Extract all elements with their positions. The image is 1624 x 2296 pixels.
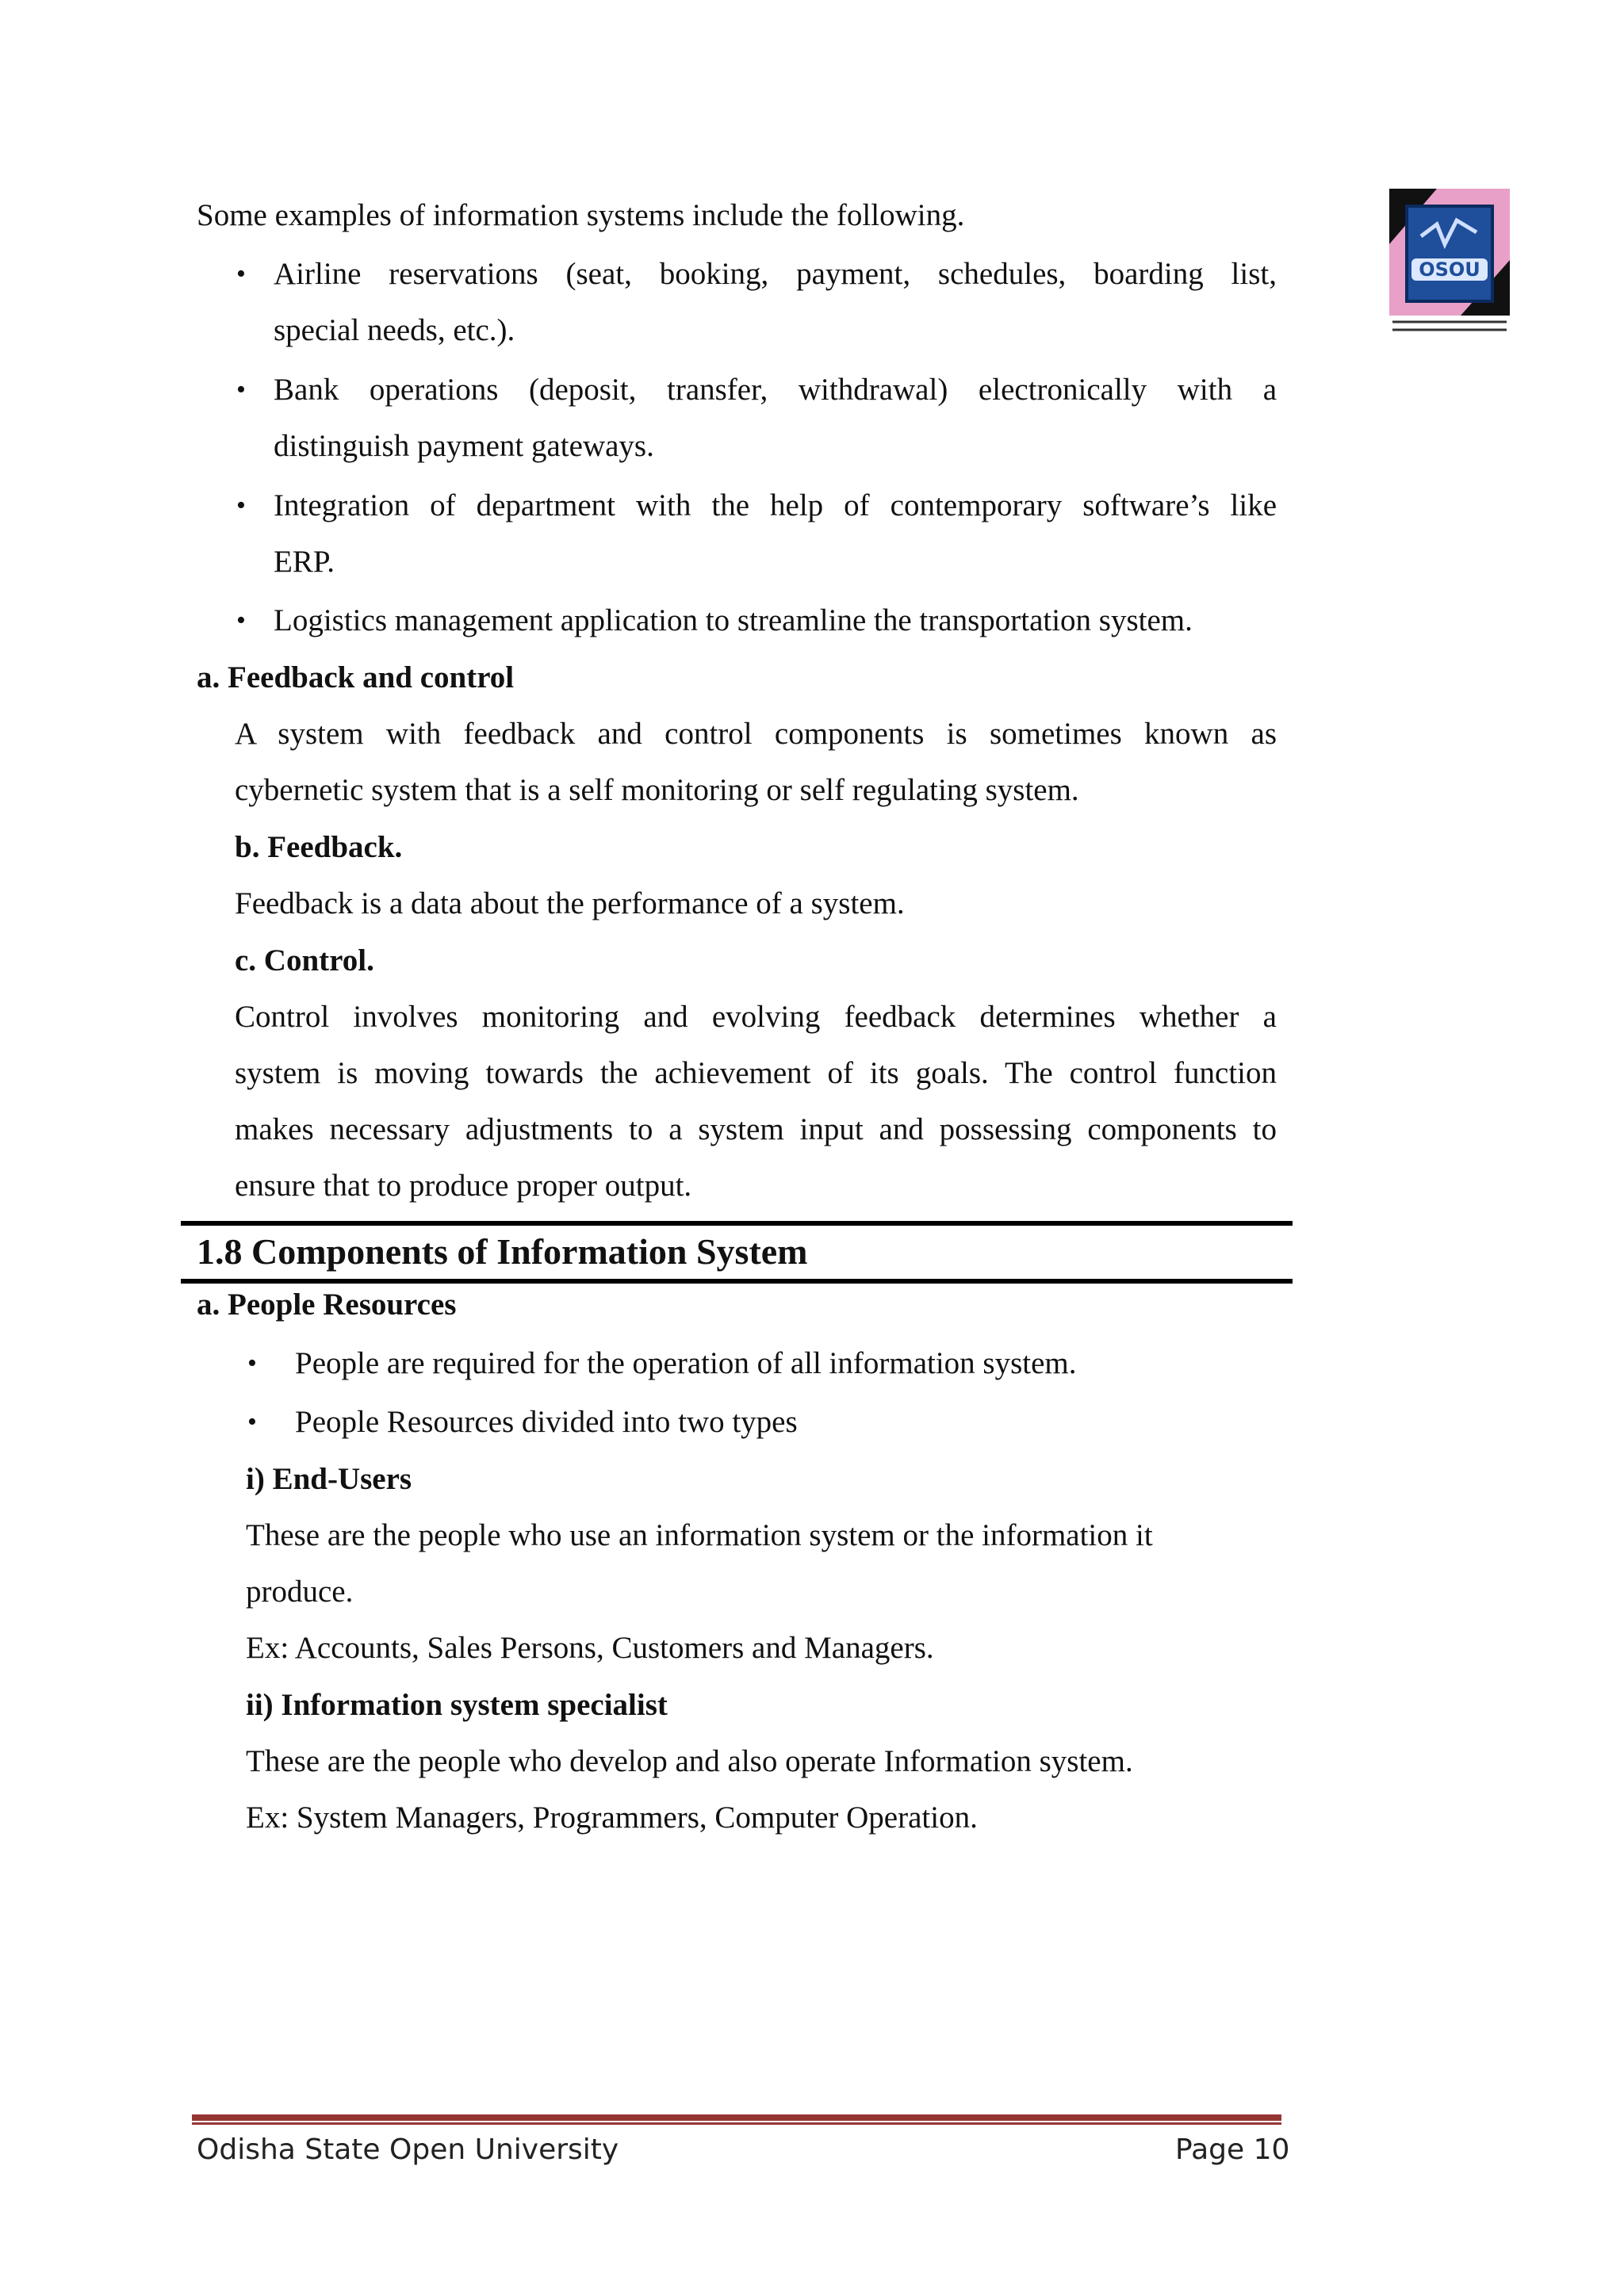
example-1-line1: Airline reservations (seat, booking, payment, schedules, boarding list,: [274, 257, 1277, 291]
control-line-3: makes necessary adjustments to a system input and possessing components to: [235, 1112, 1277, 1146]
footer-page-number: Page 10: [1175, 2133, 1290, 2166]
bullet-icon: •: [236, 375, 246, 404]
example-3-line2: ERP.: [274, 545, 335, 579]
bullet-icon: •: [236, 491, 246, 520]
bullet-icon: •: [236, 259, 246, 289]
feedback-text: Feedback is a data about the performance of a system.: [235, 886, 905, 920]
specialist-text: These are the people who develop and also operate Information system.: [246, 1744, 1133, 1778]
feedback-control-heading: a. Feedback and control: [197, 660, 515, 695]
section-rule-bottom: [181, 1279, 1293, 1284]
people-bullet-2: People Resources divided into two types: [295, 1405, 798, 1439]
specialist-example: Ex: System Managers, Programmers, Computer Operation.: [246, 1800, 978, 1835]
bullet-icon: •: [247, 1349, 257, 1378]
control-line-4: ensure that to produce proper output.: [235, 1169, 692, 1203]
bullet-icon: •: [247, 1407, 257, 1437]
example-2-line1: Bank operations (deposit, transfer, withdrawal) electronically with a: [274, 373, 1277, 407]
footer-rule-thick: [192, 2114, 1281, 2121]
end-users-line2: produce.: [246, 1575, 354, 1609]
footer-rule-thin: [192, 2122, 1281, 2125]
people-resources-heading: a. People Resources: [197, 1288, 457, 1322]
osou-logo: [1389, 189, 1510, 338]
feedback-control-para-line1: A system with feedback and control components is sometimes known as: [235, 717, 1277, 751]
people-bullet-1: People are required for the operation of all information system.: [295, 1346, 1077, 1380]
end-users-example: Ex: Accounts, Sales Persons, Customers and Managers.: [246, 1631, 934, 1665]
example-4-line1: Logistics management application to streamline the transportation system.: [274, 603, 1193, 637]
footer-university: Odisha State Open University: [197, 2133, 619, 2166]
end-users-line1: These are the people who use an information system or the information it: [246, 1518, 1153, 1552]
bullet-icon: •: [236, 606, 246, 635]
example-3-line1: Integration of department with the help of contemporary software’s like: [274, 488, 1277, 522]
example-2-line2: distinguish payment gateways.: [274, 429, 654, 463]
specialist-heading: ii) Information system specialist: [246, 1688, 668, 1722]
intro-text: Some examples of information systems include the following.: [197, 198, 965, 232]
control-line-2: system is moving towards the achievement of its goals. The control function: [235, 1056, 1277, 1090]
end-users-heading: i) End-Users: [246, 1462, 412, 1496]
section-rule-top: [181, 1221, 1293, 1226]
control-line-1: Control involves monitoring and evolving feedback determines whether a: [235, 1000, 1277, 1034]
feedback-control-para-line2: cybernetic system that is a self monitoring or self regulating system.: [235, 773, 1079, 807]
section-title: 1.8 Components of Information System: [197, 1231, 808, 1272]
control-heading: c. Control.: [235, 943, 374, 978]
feedback-heading: b. Feedback.: [235, 830, 403, 864]
example-1-line2: special needs, etc.).: [274, 313, 515, 347]
svg-text:OSOU: OSOU: [1419, 258, 1480, 281]
